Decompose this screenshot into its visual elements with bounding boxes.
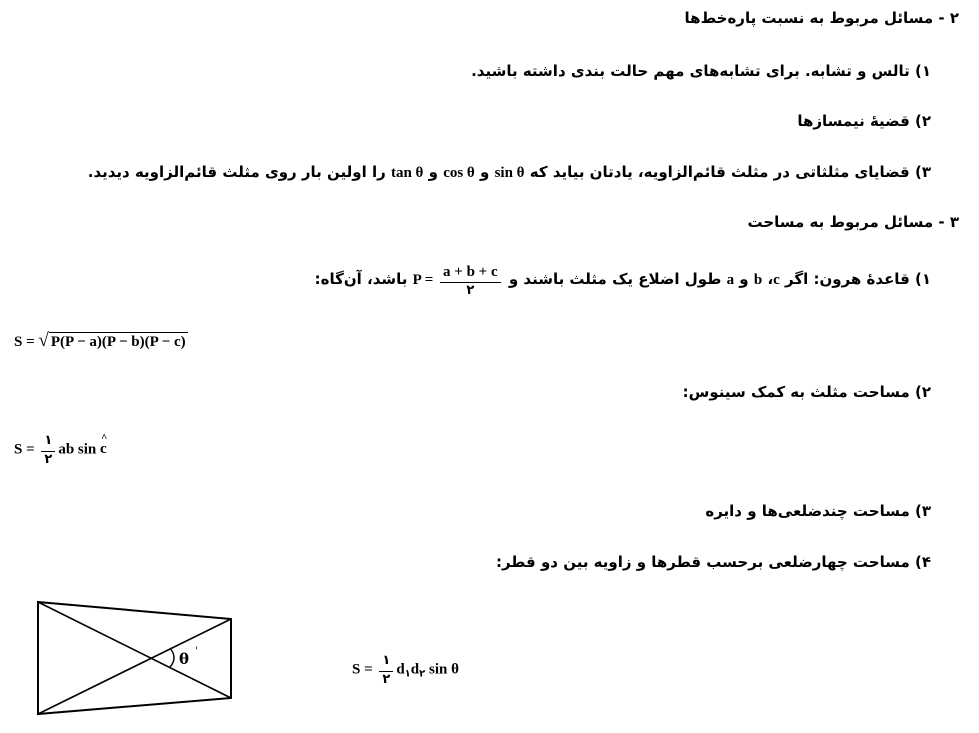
quad-half-fraction: [379, 652, 393, 688]
p-fraction: [440, 263, 501, 299]
p-numerator: a + b + c: [440, 263, 501, 283]
and-2: و: [428, 163, 438, 181]
cos-theta: cos θ: [443, 165, 475, 181]
quad-area-formula: [352, 652, 459, 688]
section-3-heading: ۳ - مسائل مربوط به مساحت: [747, 213, 959, 231]
quad-lhs: S =: [352, 661, 373, 678]
semiperimeter-formula: [413, 259, 504, 301]
heron-mid: طول اضلاع یک مثلث باشند و: [508, 270, 722, 288]
heron-lhs: S =: [14, 334, 35, 350]
item-3-1: [315, 258, 931, 301]
heron-formula: [14, 330, 188, 352]
heron-pre: ۱) قاعدهٔ هرون: اگر: [785, 270, 931, 288]
quadrilateral-diagram: [30, 596, 240, 721]
item-2-2: ۲) قضیهٔ نیمسازها: [797, 112, 931, 130]
quad-half-num: ۱: [379, 652, 393, 672]
d2: d: [410, 661, 420, 678]
and-1: و: [480, 163, 490, 181]
half-fraction: [41, 432, 55, 468]
svg-text:': ': [195, 646, 198, 657]
comma: ،: [767, 270, 774, 288]
d1-sub: ۱: [404, 668, 411, 680]
angle-arc: [170, 648, 174, 667]
item-2-1: ۱) تالس و تشابه. برای تشابه‌های مهم حالت بندی داشته باشید.: [471, 62, 931, 80]
item-3-3: ۳) مساحت چندضلعی‌ها و دایره: [705, 502, 931, 520]
sine-area-formula: [14, 432, 107, 468]
quadrilateral-outline: [38, 602, 231, 714]
side-b: b: [753, 272, 763, 288]
item-2-3-pre: ۳) قضایای مثلثاتی در مثلث قائم‌الزاویه، یادتان بیاید که: [529, 163, 931, 181]
ab-sin: ab sin: [58, 441, 97, 458]
sine-lhs: S =: [14, 441, 35, 458]
heron-post: باشد، آن‌گاه:: [314, 270, 408, 288]
item-3-4: ۴) مساحت چهارضلعی برحسب قطرها و زاویه بین دو قطر:: [495, 553, 931, 571]
and-3: و: [739, 270, 749, 288]
side-c: c: [773, 272, 780, 288]
heron-radicand: P(P − a)(P − b)(P − c): [50, 334, 186, 350]
d2-sub: ۲: [419, 668, 426, 680]
half-den: ۲: [44, 452, 53, 467]
p-label: P =: [412, 272, 434, 288]
item-2-3: [88, 161, 931, 184]
p-denominator: ۲: [466, 282, 475, 298]
d1: d: [396, 661, 405, 678]
item-2-3-post: را اولین بار روی مثلث قائم‌الزاویه دیدید.: [87, 163, 386, 181]
half-num: ۱: [41, 432, 55, 452]
quad-half-den: ۲: [382, 672, 391, 687]
angle-c-hat: c ^: [100, 441, 107, 458]
tan-theta: tan θ: [390, 165, 424, 181]
angle-label: θ: [179, 650, 190, 668]
sqrt-symbol: √: [38, 330, 49, 351]
section-2-heading: ۲ - مسائل مربوط به نسبت پاره‌خط‌ها: [684, 9, 959, 27]
sin-theta: sin θ: [494, 165, 525, 181]
item-3-2: ۲) مساحت مثلث به کمک سینوس:: [682, 383, 931, 401]
quad-sin-theta: sin θ: [428, 661, 459, 678]
side-a: a: [726, 272, 735, 288]
